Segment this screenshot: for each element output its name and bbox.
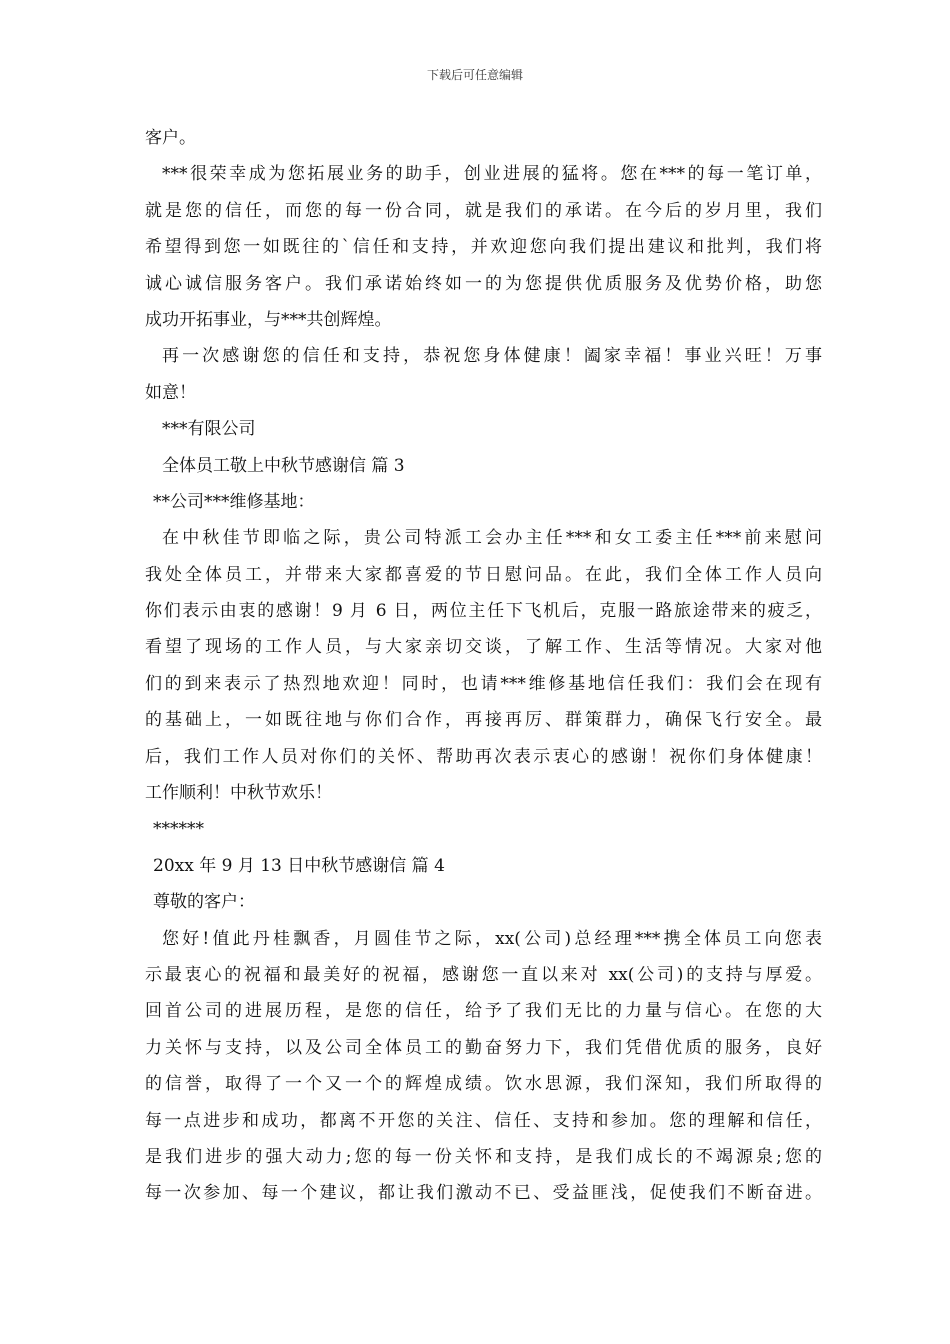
text-line: 是我们进步的强大动力;您的每一份关怀和支持，是我们成长的不竭源泉;您的 bbox=[145, 1146, 822, 1167]
text-line: 看望了现场的工作人员，与大家亲切交谈，了解工作、生活等情况。大家对他 bbox=[145, 637, 822, 658]
text-line: 的基础上，一如既往地与你们合作，再接再厉、群策群力，确保飞行安全。最 bbox=[145, 710, 822, 731]
section-title: 20xx 年 9 月 13 日中秋节感谢信 篇 4 bbox=[153, 855, 445, 876]
text-line: 每一点进步和成功，都离不开您的关注、信任、支持和参加。您的理解和信任， bbox=[145, 1110, 822, 1131]
page-header: 下载后可任意编辑 bbox=[426, 68, 523, 82]
text-line: 再一次感谢您的信任和支持，恭祝您身体健康！阖家幸福！事业兴旺！万事 bbox=[162, 346, 822, 367]
text-line: 们的到来表示了热烈地欢迎！同时，也请***维修基地信任我们：我们会在现有 bbox=[145, 673, 822, 694]
text-line: 如意！ bbox=[145, 382, 196, 403]
text-line: 在中秋佳节即临之际，贵公司特派工会办主任***和女工委主任***前来慰问 bbox=[162, 528, 822, 549]
salutation: **公司***维修基地： bbox=[153, 491, 315, 512]
text-line: 每一次参加、每一个建议，都让我们激动不已、受益匪浅，促使我们不断奋进。 bbox=[145, 1183, 822, 1204]
text-line: 成功开拓事业，与***共创辉煌。 bbox=[145, 309, 392, 330]
text-line: 您好!值此丹桂飘香，月圆佳节之际，xx(公司)总经理***携全体员工向您表 bbox=[162, 928, 822, 949]
section-title: 全体员工敬上中秋节感谢信 篇 3 bbox=[162, 455, 405, 476]
text-line: 就是您的信任，而您的每一份合同，就是我们的承诺。在今后的岁月里，我们 bbox=[145, 200, 822, 221]
document-body bbox=[145, 120, 825, 1212]
text-line: 工作顺利！中秋节欢乐！ bbox=[145, 783, 332, 804]
text-line: 力关怀与支持，以及公司全体员工的勤奋努力下，我们凭借优质的服务，良好 bbox=[145, 1037, 822, 1058]
text-line: ***很荣幸成为您拓展业务的助手，创业进展的猛将。您在***的每一笔订单， bbox=[162, 164, 822, 185]
text-line: 客户。 bbox=[145, 128, 196, 148]
signature-line: ***有限公司 bbox=[162, 419, 256, 440]
text-line: 你们表示由衷的感谢！9 月 6 日，两位主任下飞机后，克服一路旅途带来的疲乏， bbox=[145, 601, 822, 622]
salutation: 尊敬的客户： bbox=[153, 892, 255, 913]
text-line: 回首公司的进展历程，是您的信任，给予了我们无比的力量与信心。在您的大 bbox=[145, 1001, 822, 1022]
text-line: 的信誉，取得了一个又一个的辉煌成绩。饮水思源，我们深知，我们所取得的 bbox=[145, 1074, 822, 1095]
text-line: 诚心诚信服务客户。我们承诺始终如一的为您提供优质服务及优势价格，助您 bbox=[145, 273, 822, 294]
text-line: 我处全体员工，并带来大家都喜爱的节日慰问品。在此，我们全体工作人员向 bbox=[145, 564, 822, 585]
text-line: 希望得到您一如既往的`信任和支持，并欢迎您向我们提出建议和批判，我们将 bbox=[145, 237, 822, 258]
text-line: 示最衷心的祝福和最美好的祝福，感谢您一直以来对 xx(公司)的支持与厚爱。 bbox=[145, 964, 822, 985]
signature-line: ****** bbox=[153, 819, 204, 840]
text-line: 后，我们工作人员对你们的关怀、帮助再次表示衷心的感谢！祝你们身体健康！ bbox=[145, 746, 822, 767]
